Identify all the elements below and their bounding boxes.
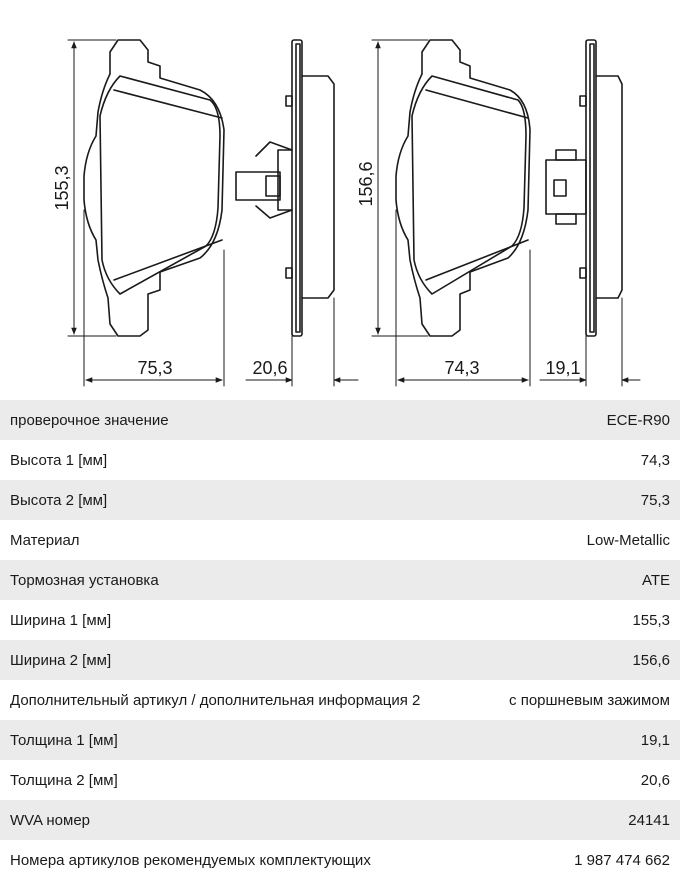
dimension-lines-pad-2 xyxy=(372,40,640,386)
spec-row xyxy=(0,520,680,560)
spec-label: Дополнительный артикул / дополнительная информация 2 xyxy=(10,691,421,709)
pad-1-thickness-dimension: 20,6 xyxy=(252,358,288,378)
spec-label: Высота 1 [мм] xyxy=(10,451,108,469)
spec-label: Номера артикулов рекомендуемых комплектующих xyxy=(10,851,371,869)
spec-row xyxy=(0,760,680,800)
spec-label: Ширина 1 [мм] xyxy=(10,611,112,629)
spec-row xyxy=(0,400,680,440)
dimension-lines-pad-1 xyxy=(68,40,358,386)
spec-row xyxy=(0,640,680,680)
spec-row xyxy=(0,720,680,760)
spec-row xyxy=(0,840,680,880)
spec-value: ATE xyxy=(641,571,670,589)
spec-value: 24141 xyxy=(628,811,670,829)
spec-value: 1 987 474 662 xyxy=(574,851,670,869)
spec-label: Толщина 2 [мм] xyxy=(10,771,118,789)
spec-label: Тормозная установка xyxy=(10,571,159,589)
spec-label: Толщина 1 [мм] xyxy=(10,731,118,749)
pad-1-side-view xyxy=(236,40,334,336)
spec-value: 156,6 xyxy=(632,651,670,669)
spec-value: 20,6 xyxy=(640,771,670,789)
technical-drawing xyxy=(0,0,680,400)
spec-label: проверочное значение xyxy=(10,411,169,429)
spec-label: WVA номер xyxy=(10,811,91,829)
spec-row xyxy=(0,440,680,480)
pad-2-side-view xyxy=(546,40,622,336)
spec-value: ECE-R90 xyxy=(606,411,670,429)
pad-2-height-dimension: 156,6 xyxy=(356,161,376,207)
spec-value: Low-Metallic xyxy=(586,531,670,549)
spec-value: 75,3 xyxy=(640,491,670,509)
spec-value: 19,1 xyxy=(640,731,670,749)
pad-1-front-view xyxy=(84,40,224,336)
pad-1-width-dimension: 75,3 xyxy=(137,358,173,378)
specifications-table xyxy=(0,400,680,880)
spec-value: 155,3 xyxy=(632,611,670,629)
spec-label: Материал xyxy=(10,531,80,549)
spec-label: Ширина 2 [мм] xyxy=(10,651,112,669)
spec-row xyxy=(0,480,680,520)
pad-2-width-dimension: 74,3 xyxy=(444,358,480,378)
spec-value: с поршневым зажимом xyxy=(509,691,670,709)
spec-row xyxy=(0,560,680,600)
pad-2-thickness-dimension: 19,1 xyxy=(545,358,581,378)
spec-row xyxy=(0,680,680,720)
pad-1-height-dimension: 155,3 xyxy=(52,165,72,211)
spec-row xyxy=(0,800,680,840)
spec-value: 74,3 xyxy=(640,451,670,469)
spec-row xyxy=(0,600,680,640)
pad-2-front-view xyxy=(396,40,530,336)
spec-label: Высота 2 [мм] xyxy=(10,491,108,509)
